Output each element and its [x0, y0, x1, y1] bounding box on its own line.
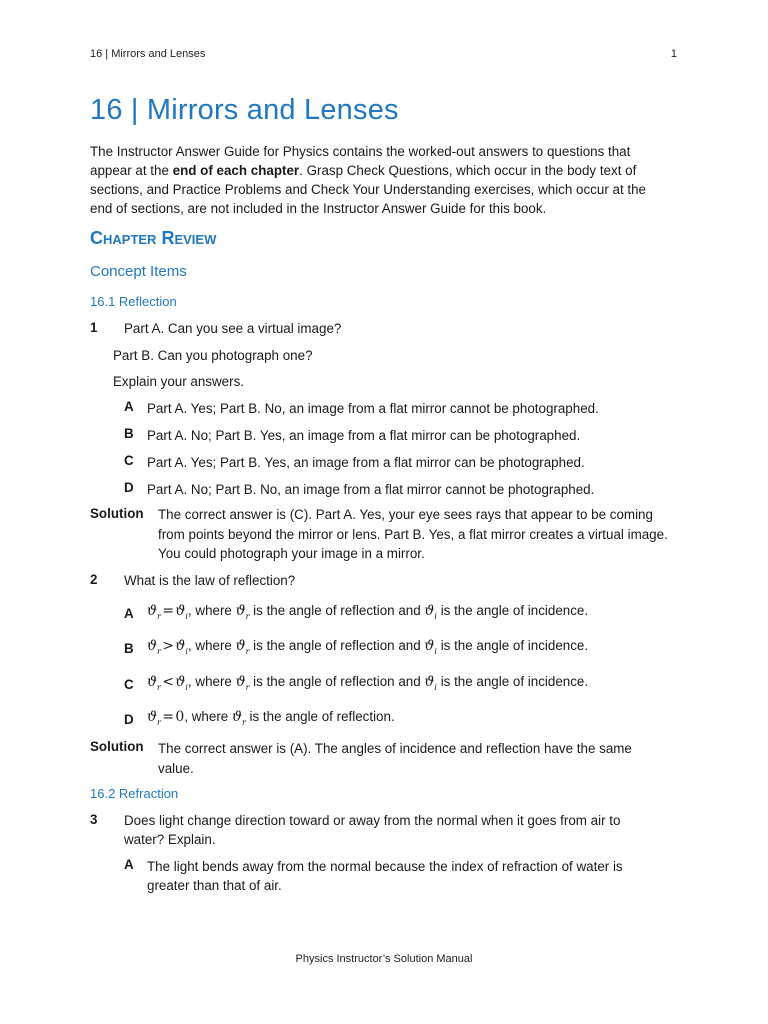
- math-symbol: $ϑ_r$: [235, 674, 250, 692]
- intro-bold: end of each chapter: [172, 163, 300, 178]
- option-letter: C: [124, 677, 134, 692]
- chapter-title: 16 | Mirrors and Lenses: [90, 94, 399, 126]
- option-text: Part A. No; Part B. Yes, an image from a flat mirror can be photographed.: [147, 428, 581, 443]
- subsection-16-2: 16.2 Refraction: [90, 786, 179, 801]
- subsection-heading: Concept Items: [90, 263, 187, 280]
- question-text: What is the law of reflection?: [124, 573, 296, 588]
- math-symbol: $ϑ_r$: [231, 709, 246, 727]
- question-text: Part B. Can you photograph one?: [113, 348, 313, 363]
- math-symbol: $ϑ_r$: [235, 603, 250, 621]
- option-letter: A: [124, 399, 134, 414]
- math-symbol: $ϑ_r$: [235, 638, 250, 656]
- option-letter: C: [124, 453, 134, 468]
- math-expression: $ϑ_r$ > $ϑ_i$: [147, 638, 188, 656]
- page-number: 1: [670, 48, 677, 60]
- question-number: 3: [90, 812, 98, 827]
- running-header: 16 | Mirrors and Lenses: [90, 48, 206, 60]
- question-text: Part A. Can you see a virtual image?: [124, 321, 342, 336]
- option-text: $ϑ_r$ = $ϑ_i$, where $ϑ_r$ is the angle of reflection and $ϑ_i$ is the angle of incidence.: [147, 603, 589, 621]
- question-text: Explain your answers.: [113, 374, 244, 389]
- option-letter: D: [124, 712, 134, 727]
- solution-label: Solution: [90, 506, 144, 521]
- option-letter: D: [124, 480, 134, 495]
- page-footer: Physics Instructor’s Solution Manual: [295, 953, 473, 965]
- section-heading: Chapter Review: [90, 228, 217, 248]
- math-expression: $ϑ_r$ < $ϑ_i$: [147, 674, 188, 692]
- math-symbol: $ϑ_i$: [424, 603, 437, 621]
- option-letter: A: [124, 606, 134, 621]
- option-text: $ϑ_r$ > $ϑ_i$, where $ϑ_r$ is the angle of reflection and $ϑ_i$ is the angle of incidence.: [147, 638, 589, 656]
- question-number: 1: [90, 320, 98, 335]
- option-letter: A: [124, 857, 134, 872]
- math-expression: $ϑ_r$ = $ϑ_i$: [147, 603, 188, 621]
- intro-text-start: The Instructor Answer Guide for Physics contains the worked-out answers to questions that appear at the: [90, 144, 631, 178]
- option-letter: B: [124, 426, 134, 441]
- solution-text: The correct answer is (C). Part A. Yes, your eye sees rays that appear to be coming from points beyond the mirror or lens. Part B. Yes, a flat mirror creates a virtual image. You could photograph your image in a mirror.: [158, 507, 668, 561]
- subsection-16-1: 16.1 Reflection: [90, 294, 177, 309]
- question-number: 2: [90, 572, 98, 587]
- math-symbol: $ϑ_i$: [424, 674, 437, 692]
- option-text: Part A. Yes; Part B. Yes, an image from a flat mirror can be photographed.: [147, 455, 585, 470]
- option-letter: B: [124, 641, 134, 656]
- option-text: The light bends away from the normal because the index of refraction of water is greater than that of air.: [147, 859, 623, 893]
- question-text: Does light change direction toward or away from the normal when it goes from air to water? Explain.: [124, 813, 621, 847]
- solution-label: Solution: [90, 739, 144, 754]
- intro-paragraph: [90, 142, 670, 218]
- option-text: $ϑ_r$ = 0, where $ϑ_r$ is the angle of reflection.: [147, 709, 395, 727]
- option-text: Part A. Yes; Part B. No, an image from a flat mirror cannot be photographed.: [147, 401, 599, 416]
- option-text: $ϑ_r$ < $ϑ_i$, where $ϑ_r$ is the angle of reflection and $ϑ_i$ is the angle of incidence.: [147, 674, 589, 692]
- solution-text: The correct answer is (A). The angles of incidence and reflection have the same value.: [158, 741, 632, 776]
- option-text: Part A. No; Part B. No, an image from a flat mirror cannot be photographed.: [147, 482, 595, 497]
- math-expression: $ϑ_r$ = 0: [147, 709, 185, 727]
- math-symbol: $ϑ_i$: [424, 638, 437, 656]
- intro-text-end: . Grasp Check Questions, which occur in the body text of sections, and Practice Problems and Check Your Understanding exercises, which occur at the end of sections, are not included in the Instructor Answer Guide for this book.: [90, 163, 647, 216]
